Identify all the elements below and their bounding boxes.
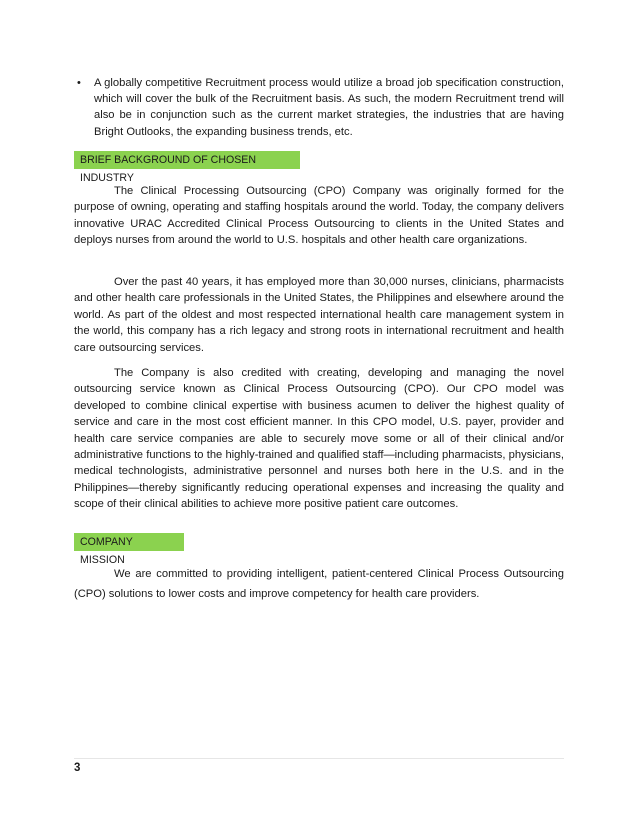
- bullet-item: [77, 75, 564, 140]
- paragraph-background-3: The Company is also credited with creating, developing and managing the novel outsourcing service known as Clinical Process Outsourcing (CPO). Our CPO model was developed to combine clinical expertise with business acumen to deliver the highest quality of service and care in the most cost efficient manner. In this CPO model, U.S. payer, provider and health care service companies are able to securely move some or all of their clinical and/or administrative functions to the highly-trained and qualified staff—including pharmacists, physicians, medical technologists, administrative personnel and nurses both here in the U.S. and in the Philippines—thereby significantly reducing operational expenses and increasing the quality and scope of their clinical abilities to achieve more positive patient care outcomes.: [74, 367, 564, 511]
- paragraph-background-1: The Clinical Processing Outsourcing (CPO) Company was originally formed for the purpose of owning, operating and staffing hospitals around the world. Today, the company delivers innovative URAC Accredited Clinical Process Outsourcing to clients in the United States and deploys nurses from around the world to U.S. hospitals and other health care organizations.: [74, 185, 564, 247]
- footer-divider: [74, 758, 564, 759]
- paragraph-mission: We are committed to providing intelligent, patient-centered Clinical Process Outsourcing (CPO) solutions to lower costs and improve competency for health care providers.: [74, 568, 564, 600]
- bullet-icon: •: [77, 77, 81, 89]
- section-heading-mission: COMPANY MISSION: [74, 533, 184, 551]
- page-number: 3: [74, 762, 81, 774]
- paragraph-background-2: Over the past 40 years, it has employed more than 30,000 nurses, clinicians, pharmacists and other health care professionals in the United States, the Philippines and elsewhere around the world. As part of the oldest and most respected international health care management system in the world, this company has a rich legacy and strong roots in international recruitment and health care outsourcing services.: [74, 276, 564, 354]
- bullet-text: A globally competitive Recruitment process would utilize a broad job specification construction, which will cover the bulk of the Recruitment basis. As such, the modern Recruitment trend will also be in conjunction such as the current market strategies, the industries that are having Bright Outlooks, the expanding business trends, etc.: [94, 77, 564, 138]
- section-heading-background: BRIEF BACKGROUND OF CHOSEN INDUSTRY: [74, 151, 300, 169]
